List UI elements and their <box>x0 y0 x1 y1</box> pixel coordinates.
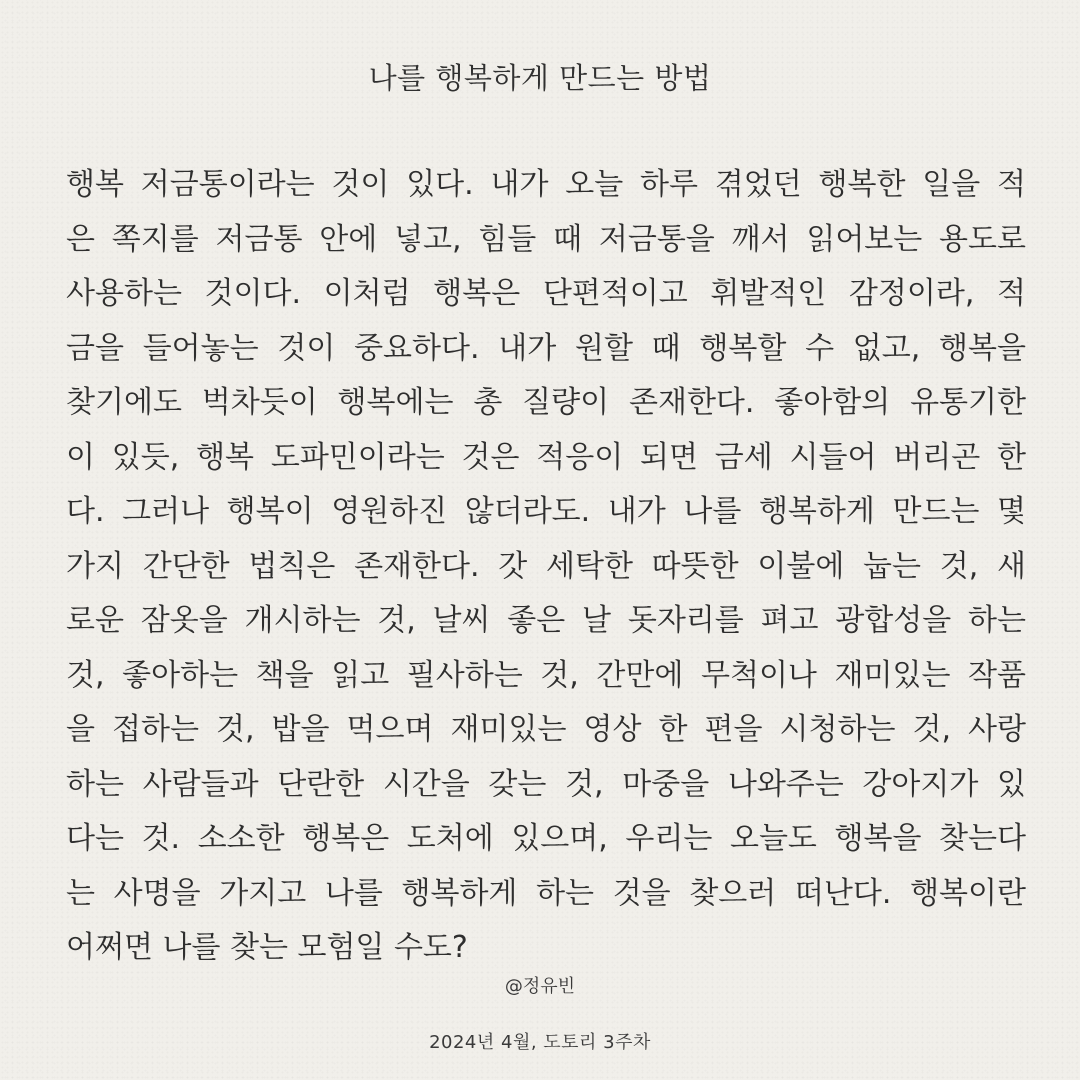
body-line: 로운 잠옷을 개시하는 것, 날씨 좋은 날 돗자리를 펴고 광합성을 하는 <box>66 603 1026 638</box>
body-line: 을 접하는 것, 밥을 먹으며 재미있는 영상 한 편을 시청하는 것, 사랑 <box>66 712 1026 747</box>
body-line: 하는 사람들과 단란한 시간을 갖는 것, 마중을 나와주는 강아지가 있 <box>66 766 1026 802</box>
body-line: 다. 그러나 행복이 영원하진 않더라도. 내가 나를 행복하게 만드는 몇 <box>66 494 1026 529</box>
body-line: 사용하는 것이다. 이처럼 행복은 단편적이고 휘발적인 감정이라, 적 <box>66 276 1026 311</box>
body-line: 이 있듯, 행복 도파민이라는 것은 적응이 되면 금세 시들어 버리곤 한 <box>66 439 1026 475</box>
body-line: 찾기에도 벅차듯이 행복에는 총 질량이 존재한다. 좋아함의 유통기한 <box>66 385 1026 420</box>
body-line: 는 사명을 가지고 나를 행복하게 하는 것을 찾으러 떠난다. 행복이란 <box>66 875 1026 911</box>
body-line: 행복 저금통이라는 것이 있다. 내가 오늘 하루 겪었던 행복한 일을 적 <box>66 167 1026 202</box>
footer-date: 2024년 4월, 도토리 3주차 <box>429 1032 651 1053</box>
body-line: 다는 것. 소소한 행복은 도처에 있으며, 우리는 오늘도 행복을 찾는다 <box>66 821 1026 856</box>
essay-body <box>66 158 1026 976</box>
author-handle: @정유빈 <box>504 976 576 997</box>
body-line-last: 어쩌면 나를 찾는 모험일 수도? <box>66 930 468 965</box>
body-line: 은 쪽지를 저금통 안에 넣고, 힘들 때 저금통을 깨서 읽어보는 용도로 <box>66 221 1026 257</box>
body-line: 것, 좋아하는 책을 읽고 필사하는 것, 간만에 무척이나 재미있는 작품 <box>66 657 1026 693</box>
page-title: 나를 행복하게 만드는 방법 <box>368 61 712 95</box>
body-line: 금을 들어놓는 것이 중요하다. 내가 원할 때 행복할 수 없고, 행복을 <box>66 330 1026 366</box>
body-line: 가지 간단한 법칙은 존재한다. 갓 세탁한 따뜻한 이불에 눕는 것, 새 <box>66 548 1026 584</box>
